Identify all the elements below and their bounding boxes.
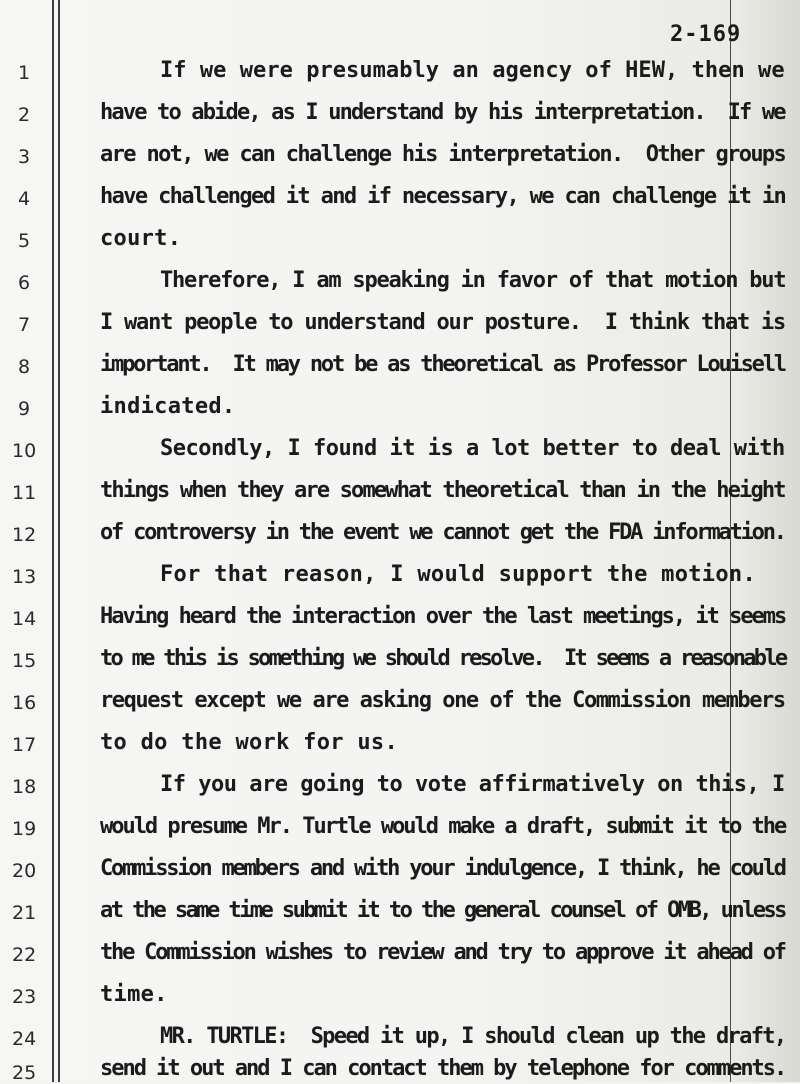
line-number: 19 [12,818,37,840]
transcript-line: of controversy in the event we cannot get the FDA information. [100,520,785,545]
transcript-line: send it out and I can contact them by telephone for comments. [100,1056,786,1081]
transcript-line: Secondly, I found it is a lot better to deal with [160,436,785,461]
transcript-line: For that reason, I would support the motion. [160,562,756,587]
transcript-line: MR. TURTLE: Speed it up, I should clean up the draft, [160,1024,786,1049]
transcript-line: Having heard the interaction over the last meetings, it seems [100,604,786,629]
transcript-line: to me this is something we should resolve. It seems a reasonable [100,646,786,671]
line-number: 2 [17,104,31,126]
line-number: 14 [12,608,37,630]
transcript-line: are not, we can challenge his interpretation. Other groups [100,142,786,167]
transcript-line: time. [100,982,168,1007]
transcript-line: the Commission wishes to review and try to approve it ahead of [100,940,785,965]
left-margin-rule [52,0,54,1082]
line-number: 10 [12,440,37,462]
transcript-line: court. [100,226,182,251]
transcript-line: Therefore, I am speaking in favor of that motion but [160,268,786,293]
page-number: 2-169 [670,22,742,47]
transcript-line: If we were presumably an agency of HEW, then we [160,58,785,83]
transcript-line: at the same time submit it to the general counsel of OMB, unless [100,898,785,923]
transcript-line: would presume Mr. Turtle would make a draft, submit it to the [100,814,786,839]
line-number: 9 [17,398,31,420]
line-number: 20 [12,860,37,882]
line-number: 4 [17,188,31,210]
line-number: 18 [12,776,37,798]
line-number: 22 [12,944,37,966]
transcript-line: things when they are somewhat theoretical than in the height [100,478,785,503]
transcript-line: request except we are asking one of the Commission members [100,688,785,713]
transcript-line: I want people to understand our posture. I think that is [100,310,786,335]
line-number: 1 [17,62,31,84]
transcript-line: If you are going to vote affirmatively on this, I [160,772,785,797]
line-number: 21 [12,902,37,924]
line-number: 16 [12,692,37,714]
line-number: 15 [12,650,37,672]
line-number: 3 [17,146,31,168]
line-number: 24 [12,1028,37,1050]
line-number: 13 [12,566,37,588]
line-number: 7 [17,314,31,336]
line-number: 8 [17,356,31,378]
line-number: 6 [17,272,31,294]
line-number: 12 [12,524,37,546]
transcript-line: indicated. [100,394,236,419]
transcript-line: Commission members and with your indulgence, I think, he could [100,856,785,881]
transcript-line: important. It may not be as theoretical as Professor Louisell [100,352,785,377]
transcript-line: to do the work for us. [100,730,398,755]
line-number: 5 [17,230,31,252]
left-margin-rule-inner [58,0,60,1082]
line-number: 11 [12,482,37,504]
line-number: 23 [12,986,37,1008]
transcript-line: have to abide, as I understand by his interpretation. If we [100,100,785,125]
transcript-line: have challenged it and if necessary, we can challenge it in [100,184,786,209]
line-number: 25 [12,1062,37,1084]
line-number: 17 [12,734,37,756]
